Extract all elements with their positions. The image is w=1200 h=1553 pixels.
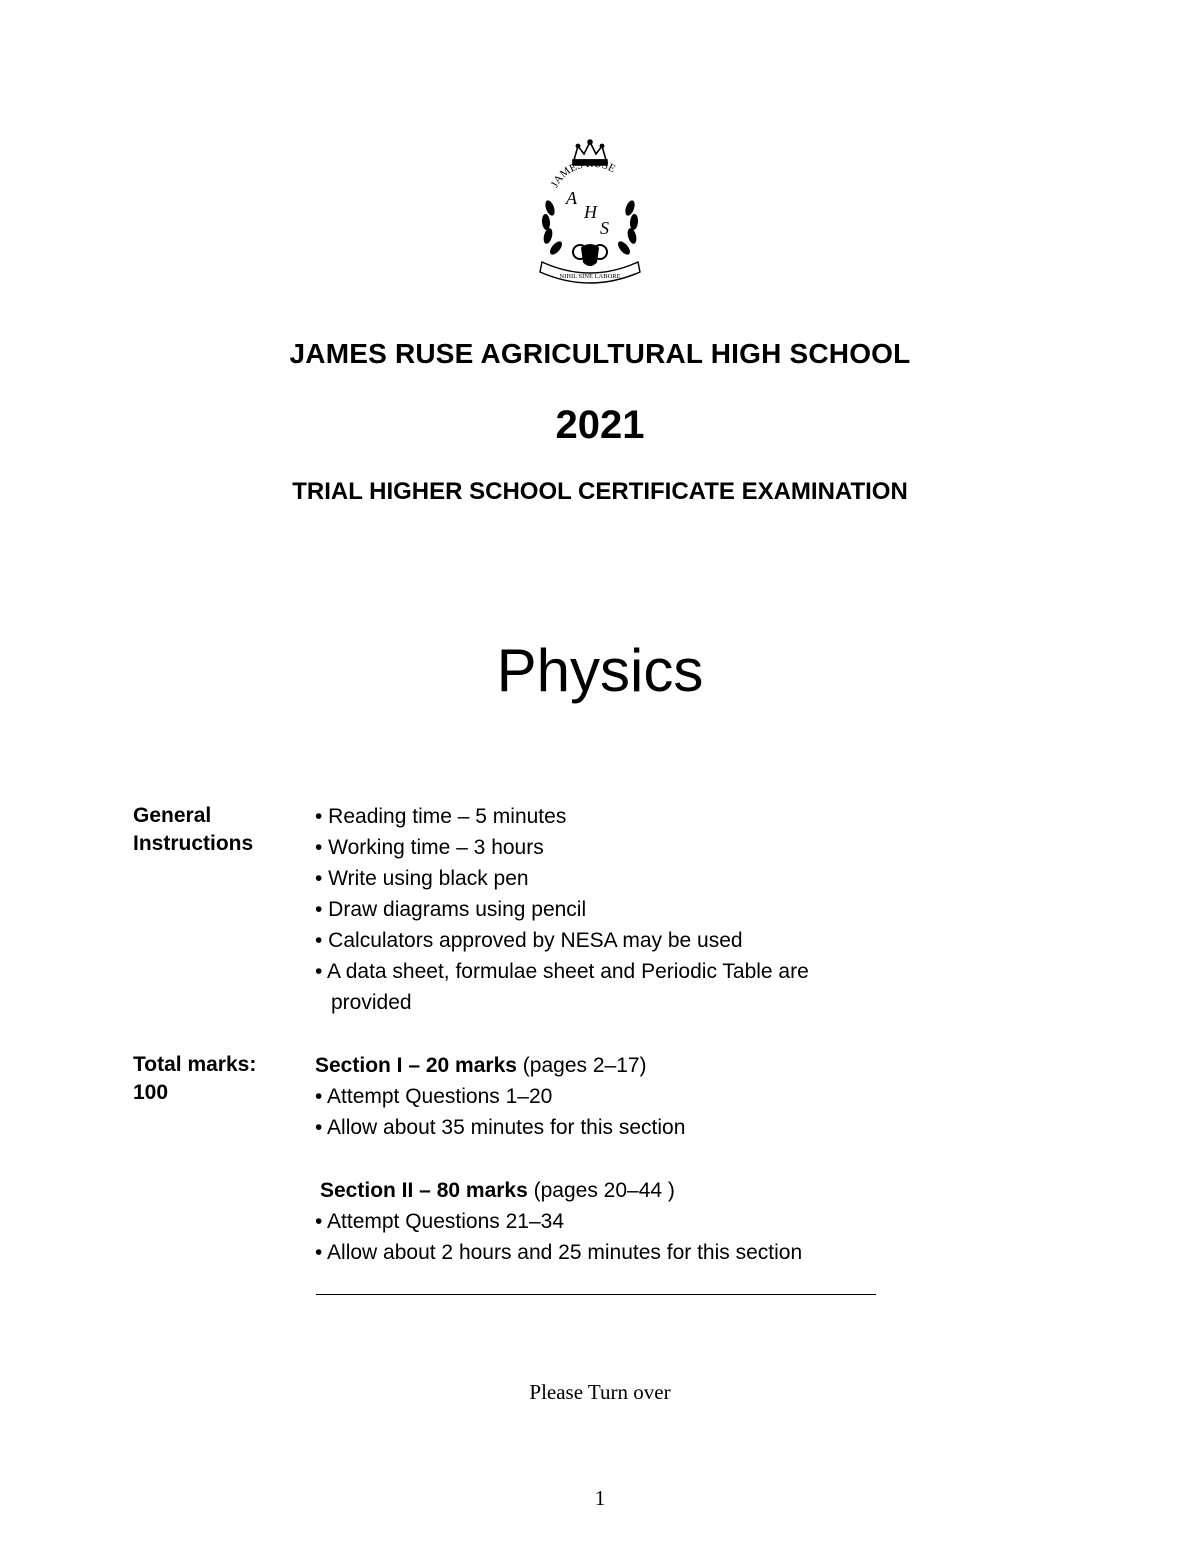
list-item: • Attempt Questions 21–34: [315, 1210, 565, 1233]
section-2-pages: (pages 20–44 ): [527, 1179, 675, 1202]
section-1-title: Section I – 20 marks: [315, 1054, 517, 1077]
section-1-pages: (pages 2–17): [516, 1054, 647, 1077]
section-2-heading: [315, 1175, 915, 1206]
list-item: • A data sheet, formulae sheet and Periodic Table are: [315, 960, 809, 983]
subject-title: Physics: [496, 637, 704, 704]
school-crest-logo: [536, 138, 644, 288]
crest-arch-text: JAMES RUSE: [548, 157, 618, 190]
section-2-title: Section II – 80 marks: [320, 1179, 528, 1202]
divider-line: [316, 1294, 876, 1295]
exam-title: TRIAL HIGHER SCHOOL CERTIFICATE EXAMINATION: [292, 478, 908, 505]
crest-motto: NIHIL SINE LABORE: [559, 273, 621, 280]
list-item: • Draw diagrams using pencil: [315, 898, 587, 921]
list-item: • Attempt Questions 1–20: [315, 1085, 553, 1108]
crest-initial-a: A: [566, 188, 577, 208]
label-line: 100: [133, 1081, 169, 1104]
crest-initial-h: H: [584, 202, 597, 222]
please-turn-over: Please Turn over: [529, 1380, 671, 1404]
crest-initial-s: S: [600, 218, 609, 238]
list-item: • Write using black pen: [315, 867, 529, 890]
page-number: 1: [594, 1486, 606, 1510]
total-marks-label: [133, 1051, 256, 1107]
ram-head-icon: [573, 245, 607, 265]
list-item-continuation: provided: [331, 991, 412, 1014]
label-line: Instructions: [133, 832, 254, 855]
general-instructions-list: [315, 801, 915, 1018]
list-item: • Allow about 2 hours and 25 minutes for this section: [315, 1241, 803, 1264]
list-item: • Calculators approved by NESA may be used: [315, 929, 743, 952]
label-line: General: [133, 804, 212, 827]
label-line: Total marks:: [133, 1053, 257, 1076]
section-2-block: [315, 1175, 915, 1268]
general-instructions-label: [133, 802, 253, 858]
exam-year: 2021: [555, 403, 645, 447]
list-item: • Reading time – 5 minutes: [315, 805, 567, 828]
section-1-block: [315, 1050, 915, 1143]
section-1-heading: [315, 1050, 915, 1081]
list-item: • Allow about 35 minutes for this section: [315, 1116, 686, 1139]
list-item: • Working time – 3 hours: [315, 836, 544, 859]
school-name: JAMES RUSE AGRICULTURAL HIGH SCHOOL: [289, 338, 911, 369]
